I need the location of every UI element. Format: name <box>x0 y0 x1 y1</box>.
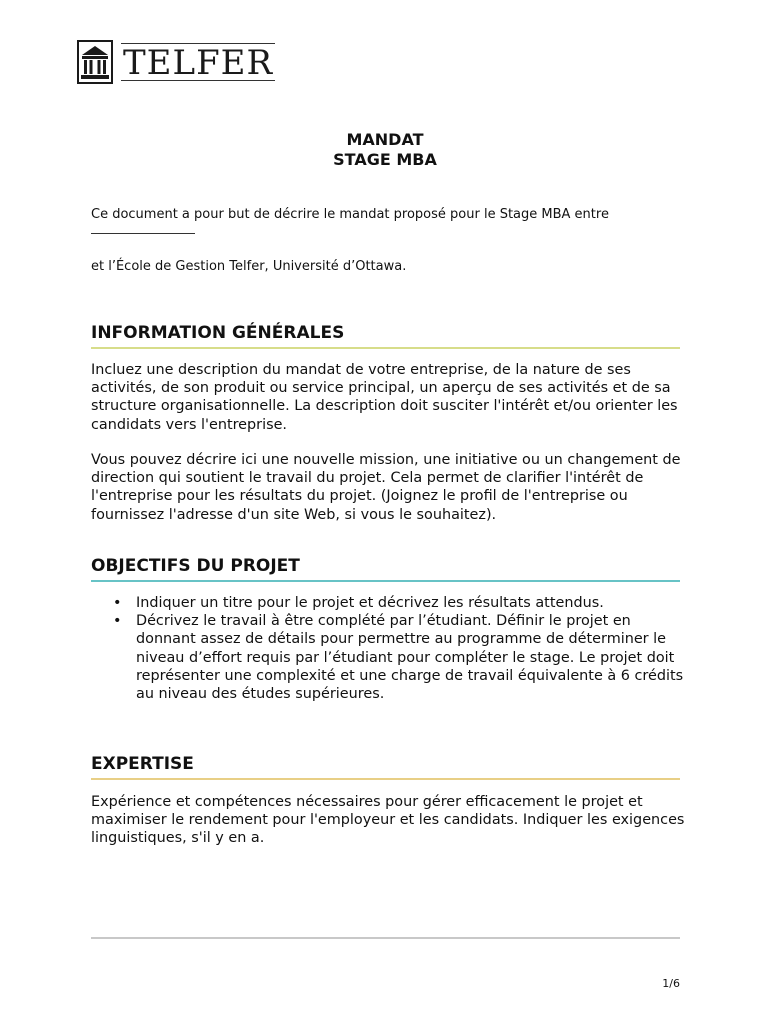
company-name-blank <box>91 233 195 234</box>
intro-line-2: et l’École de Gestion Telfer, Université d’Ottawa. <box>91 259 407 274</box>
section-heading-info: INFORMATION GÉNÉRALES <box>91 322 680 349</box>
list-item-text: Décrivez le travail à être complété par l’étudiant. Définir le projet en donnant assez de détails pour permettre au programme de déterminer le niveau d’effort requis par l’étudiant pour compléter le stage. Le projet doit représenter une complexité et une charge de travail équivalente à 6 crédits au niveau des études supérieures. <box>136 613 684 703</box>
logo-text: TELFER <box>123 43 274 83</box>
info-paragraph-1: Incluez une description du mandat de votre entreprise, de la nature de ses activités, de son produit ou service principal, un aperçu de ses activités et de sa structure organisationnelle. La description doit susciter l'intérêt et/ou orienter les candidats vers l'entreprise. <box>91 362 678 433</box>
bullet-icon: • <box>113 613 122 630</box>
objectives-list <box>91 594 691 703</box>
list-item <box>91 612 691 703</box>
intro-line-1: Ce document a pour but de décrire le mandat proposé pour le Stage MBA entre <box>91 207 609 222</box>
section-heading-objectives: OBJECTIFS DU PROJET <box>91 555 680 582</box>
expertise-paragraph: Expérience et compétences nécessaires pour gérer efficacement le projet et maximiser le rendement pour l'employeur et les candidats. Indiquer les exigences linguistiques, s'il y en a. <box>91 794 685 847</box>
bullet-icon: • <box>113 595 122 611</box>
section-heading-expertise: EXPERTISE <box>91 753 680 780</box>
info-paragraph-2: Vous pouvez décrire ici une nouvelle mission, une initiative ou un changement de direction qui soutient le travail du projet. Cela permet de clarifier l'intérêt de l'entreprise pour les résultats du projet. (Joignez le profil de l'entreprise ou fournissez l'adresse d'un site Web, si vous le souhaitez). <box>91 452 681 523</box>
list-item <box>91 594 691 612</box>
building-icon <box>77 40 113 84</box>
telfer-logo <box>77 40 275 84</box>
footer-divider <box>91 937 680 939</box>
page-number: 1/6 <box>662 977 680 990</box>
list-item-text: Indiquer un titre pour le projet et décrivez les résultats attendus. <box>136 595 604 611</box>
title-line-2: STAGE MBA <box>333 150 437 169</box>
title-line-1: MANDAT <box>346 130 424 149</box>
